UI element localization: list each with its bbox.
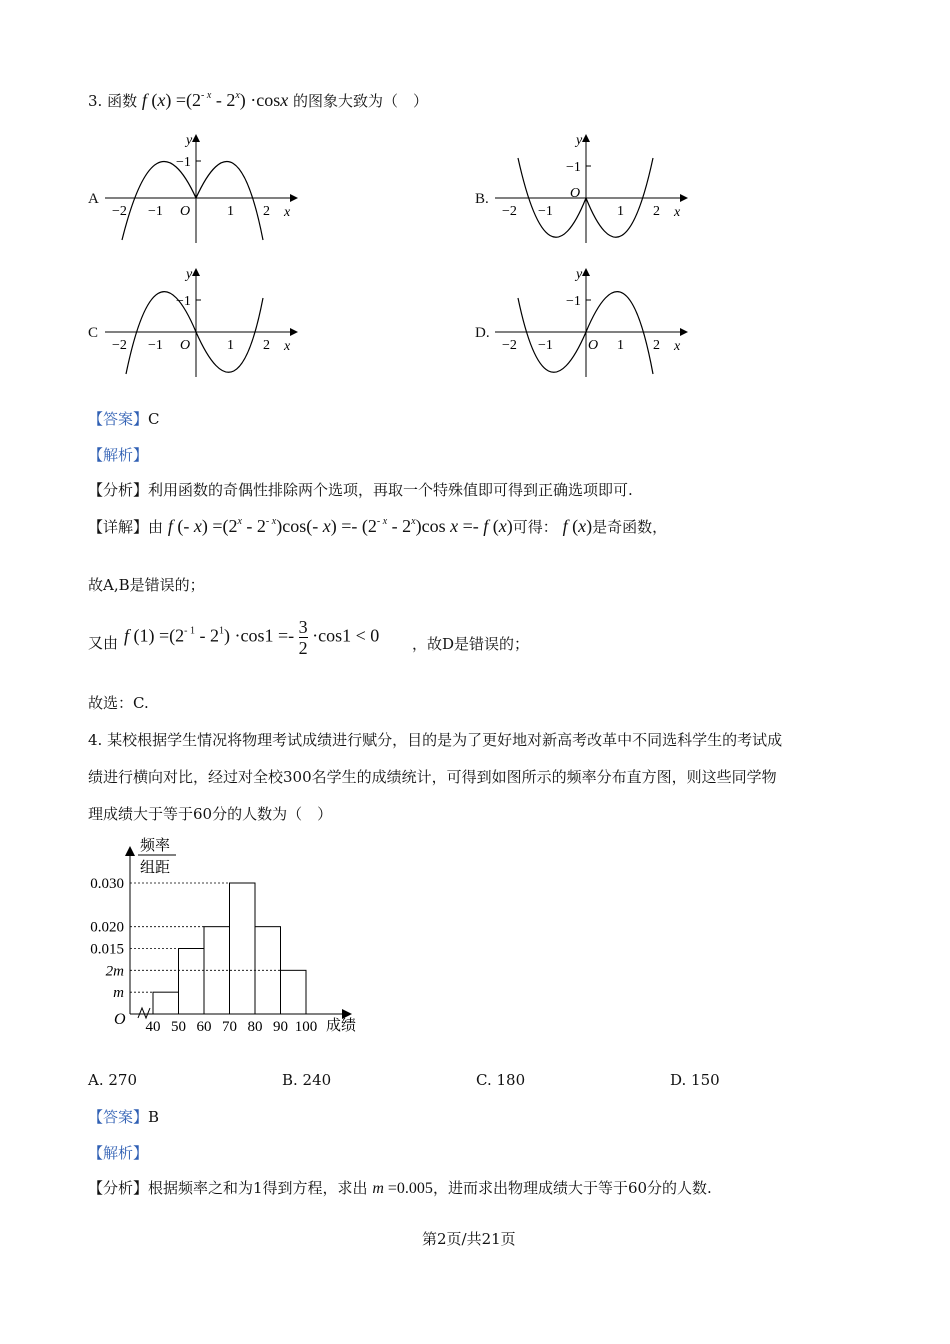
option-a-graph[interactable] xyxy=(100,128,300,248)
detail-tag: 【详解】 xyxy=(88,518,149,536)
svg-text:−1: −1 xyxy=(538,338,553,353)
q3-detail: 【详解】由 f (- $x) =(2^x - 2^{- x})\cos(-$ $x) =- (2^{- x} - 2^x)\cos$ x =- f (x)可得： f (x)是奇函数， xyxy=(88,516,668,536)
q4-answer: 【答案】B xyxy=(88,1108,160,1126)
detail-formula: f (- $x) =(2^x - 2^{- x})\cos(-$ $x) =- (2^{- x} - 2^x)\cos$ x =- f (x) xyxy=(167,516,513,536)
option-b-label[interactable]: B. xyxy=(475,191,489,207)
svg-text:O: O xyxy=(180,338,191,353)
svg-text:O: O xyxy=(570,186,581,201)
curve-a xyxy=(122,162,263,240)
line-d: ，故D是错误的； xyxy=(412,635,530,653)
line-ab: 故A,B是错误的； xyxy=(88,576,205,594)
q3-formula: f $(x) =(2^{- x} - 2^x) \cdot\cos x$ xyxy=(141,90,289,110)
svg-text:y: y xyxy=(186,267,193,282)
svg-text:−2: −2 xyxy=(112,204,127,219)
svg-text:2: 2 xyxy=(653,204,660,219)
option-c-label[interactable]: C xyxy=(88,325,99,341)
svg-text:−2: −2 xyxy=(112,338,127,353)
option-a-label[interactable]: A xyxy=(88,191,99,207)
option-b-graph[interactable] xyxy=(490,128,690,248)
q3-stem xyxy=(88,90,428,111)
xlabel: 成绩 xyxy=(326,1018,357,1034)
axis-break xyxy=(138,1008,150,1018)
x-tick-label: 90 xyxy=(273,1019,288,1035)
analysis-text: 利用函数的奇偶性排除两个选项，再取一个特殊值即可得到正确选项即可. xyxy=(148,481,633,499)
analysis-tag: 【分析】 xyxy=(88,481,149,499)
m-value: m =0.005 xyxy=(372,1180,433,1197)
conclusion: 故选：C. xyxy=(88,694,149,712)
x-tick-label: 80 xyxy=(247,1019,263,1035)
q4-line1: 4. 某校根据学生情况将物理考试成绩进行赋分，目的是为了更好地对新高考改革中不同选科学生的考试成 xyxy=(88,731,783,749)
y-tick-label: 0.020 xyxy=(90,919,124,936)
svg-text:2: 2 xyxy=(263,204,270,219)
y-tick-label: m xyxy=(113,985,124,1002)
svg-text:1: 1 xyxy=(227,338,234,353)
q3-analysis xyxy=(88,479,633,500)
frequency-histogram xyxy=(80,832,380,1042)
x-tick-label: 100 xyxy=(294,1019,318,1035)
histogram-bar xyxy=(230,883,256,1014)
q4-option-a[interactable]: A. 270 xyxy=(88,1071,137,1089)
svg-text:y: y xyxy=(576,267,583,282)
origin-label: O xyxy=(180,204,191,219)
origin-label: O xyxy=(114,1011,126,1028)
x-tick-label: 50 xyxy=(171,1019,186,1035)
svg-text:−1: −1 xyxy=(538,204,553,219)
option-d-label[interactable]: D. xyxy=(475,325,490,341)
page-footer: 第2页/共21页 xyxy=(422,1230,516,1248)
x-tick-label: 60 xyxy=(196,1019,212,1035)
svg-text:2: 2 xyxy=(263,338,270,353)
special-value-formula: f $(1) =(2^{- 1} - 2^1) \cdot\cos 1 =- 3$ 2 ·cos1 < 0 xyxy=(124,617,380,658)
svg-text:2: 2 xyxy=(653,338,660,353)
svg-text:−2: −2 xyxy=(502,338,517,353)
option-c-graph[interactable] xyxy=(100,262,300,382)
y-tick-label: 0.015 xyxy=(90,941,124,958)
svg-text:−1: −1 xyxy=(148,204,163,219)
q3-answer xyxy=(88,408,160,429)
histogram-bar xyxy=(153,992,179,1014)
x-tick-label: 70 xyxy=(222,1019,237,1035)
svg-text:1: 1 xyxy=(227,204,234,219)
svg-text:x: x xyxy=(674,205,681,220)
x-axis-label: x xyxy=(284,205,291,220)
svg-text:−2: −2 xyxy=(502,204,517,219)
option-d-graph[interactable] xyxy=(490,262,690,382)
y-tick-label: −1 xyxy=(176,155,191,170)
ylabel-top: 频率 xyxy=(140,838,171,854)
svg-text:y: y xyxy=(576,133,583,148)
y-axis-label: y xyxy=(186,133,193,148)
q4-option-b[interactable]: B. 240 xyxy=(282,1071,332,1089)
q4-analysis: 【分析】根据频率之和为1得到方程，求出 m =0.005，进而求出物理成绩大于等于60分的人数. xyxy=(88,1179,712,1197)
svg-text:−1: −1 xyxy=(148,338,163,353)
q4-jiexi-tag: 【解析】 xyxy=(88,1144,149,1162)
answer-tag: 【答案】 xyxy=(88,410,149,428)
svg-text:−1: −1 xyxy=(566,294,581,309)
y-tick-label: 2m xyxy=(105,963,124,980)
svg-text:−1: −1 xyxy=(176,294,191,309)
q3-prefix: 3. 函数 xyxy=(88,92,138,110)
q3-suffix: 的图象大致为（ ） xyxy=(293,92,429,110)
q4-line3: 理成绩大于等于60分的人数为（ ） xyxy=(88,805,333,823)
svg-text:x: x xyxy=(674,339,681,354)
svg-text:x: x xyxy=(284,339,291,354)
svg-text:O: O xyxy=(588,338,599,353)
answer-value: B xyxy=(148,1108,160,1126)
curve-c xyxy=(126,292,263,374)
q4-line2: 绩进行横向对比，经过对全校300名学生的成绩统计，可得到如图所示的频率分布直方图，则这些同学物 xyxy=(88,768,777,786)
histogram-bar xyxy=(281,970,307,1014)
ylabel-bottom: 组距 xyxy=(140,860,171,876)
q4-option-d[interactable]: D. 150 xyxy=(670,1071,720,1089)
svg-text:−1: −1 xyxy=(566,160,581,175)
y-tick-label: 0.030 xyxy=(90,876,124,892)
jiexi-tag: 【解析】 xyxy=(88,446,149,464)
youyou: 又由 xyxy=(88,634,119,652)
q4-option-c[interactable]: C. 180 xyxy=(476,1071,526,1089)
x-tick-label: 40 xyxy=(145,1019,161,1035)
svg-text:1: 1 xyxy=(617,204,624,219)
answer-value: C xyxy=(148,410,160,428)
svg-text:1: 1 xyxy=(617,338,624,353)
histogram-bar xyxy=(179,949,205,1015)
